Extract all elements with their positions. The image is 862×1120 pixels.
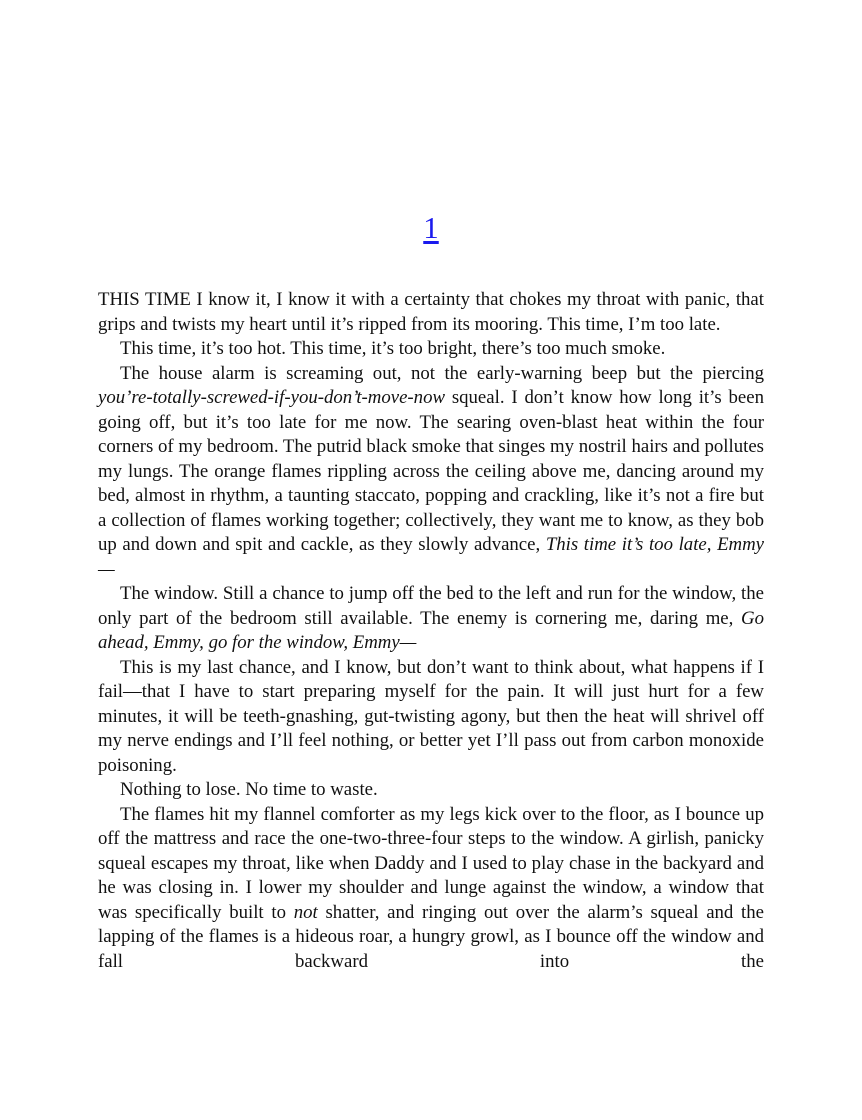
text-run: THIS TIME I know it, I know it with a certainty that chokes my throat with panic, that grips and twists my heart until it’s ripped from its mooring. This time, I’m too late.	[98, 289, 764, 335]
italic-text: you’re-totally-screwed-if-you-don’t-move-now	[98, 387, 445, 408]
text-run: This time, it’s too hot. This time, it’s too bright, there’s too much smoke.	[120, 338, 666, 359]
paragraph	[98, 582, 764, 656]
paragraph	[98, 656, 764, 779]
text-run: The house alarm is screaming out, not the early-warning beep but the piercing	[120, 362, 764, 384]
text-run: shatter, and ringing out over the alarm’s squeal and the lapping of the flames is a hideous roar, a hungry growl, as I bounce off the window and fall backward into the	[98, 901, 764, 972]
italic-text: Go ahead, Emmy, go for the window, Emmy—	[98, 607, 764, 653]
paragraph	[98, 778, 764, 803]
paragraph	[98, 362, 764, 583]
text-run: The flames hit my flannel comforter as my legs kick over to the floor, as I bounce up off the mattress and race the one-two-three-four steps to the window. A girlish, panicky squeal escapes my throat, like when Daddy and I used to play chase in the backyard and he was closing in. I lower my shoulder and lunge against the window, a window that was specifically built to	[98, 803, 764, 923]
paragraph-continued	[98, 803, 764, 972]
text-run: Nothing to lose. No time to waste.	[120, 779, 378, 800]
text-run: This is my last chance, and I know, but don’t want to think about, what happens if I fail—that I have to start preparing myself for the pain. It will just hurt for a few minutes, it will be teeth-gnashing, gut-twisting agony, but then the heat will shrivel off my nerve endings and I’ll feel nothing, or better yet I’ll pass out from carbon monoxide poisoning.	[98, 656, 764, 776]
italic-text: This time it’s too late, Emmy—	[98, 534, 764, 580]
chapter-body-text	[98, 288, 764, 972]
italic-text: not	[293, 901, 318, 923]
text-run: The window. Still a chance to jump off the bed to the left and run for the window, the only part of the bedroom still available. The enemy is cornering me, daring me,	[98, 583, 764, 629]
text-run: squeal. I don’t know how long it’s been going off, but it’s too late for me now. The searing oven-blast heat within the four corners of my bedroom. The putrid black smoke that singes my nostril hairs and pollutes my lungs. The orange flames rippling across the ceiling above me, dancing around my bed, almost in rhythm, a taunting staccato, popping and crackling, like it’s not a fire but a collection of flames working together; collectively, they want me to know, as they bob up and down and spit and cackle, as they slowly advance,	[98, 387, 764, 555]
paragraph	[98, 337, 764, 362]
chapter-number-link[interactable]: 1	[423, 210, 439, 245]
paragraph	[98, 288, 764, 337]
